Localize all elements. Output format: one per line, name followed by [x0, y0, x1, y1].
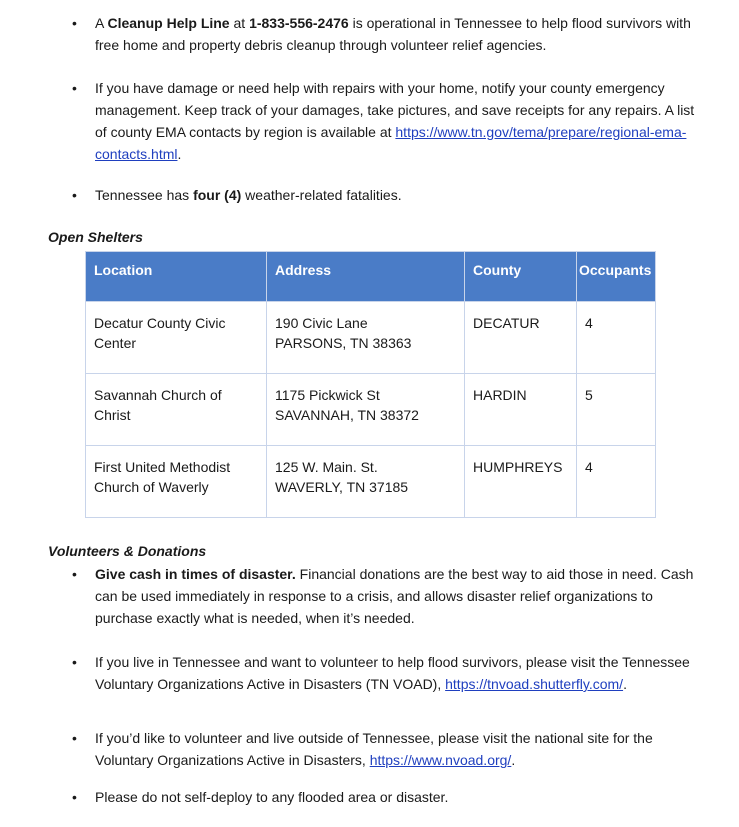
address-cell [267, 446, 465, 518]
text-segment: is operational in Tennessee to help flood survivors with free home and property debris cleanup through volunteer relief agencies. [95, 15, 691, 53]
shelters-table [85, 251, 656, 518]
text-segment: at [229, 15, 250, 31]
location-line: Savannah Church of [94, 387, 222, 403]
text-segment: weather-related fatalities. [241, 187, 402, 203]
location-line: First United Methodist [94, 459, 231, 475]
bullet-icon: • [72, 80, 77, 96]
location-line: Church of Waverly [94, 479, 209, 495]
give-cash-label: Give cash in times of disaster. [95, 566, 296, 582]
column-header-address: Address [267, 252, 465, 302]
location-cell [86, 302, 267, 374]
nvoad-link[interactable]: https://www.nvoad.org/ [369, 752, 512, 768]
bullet-icon: • [72, 654, 77, 670]
give-cash-text [95, 563, 695, 629]
address-cell [267, 302, 465, 374]
text-segment: A [95, 15, 108, 31]
fatality-count: four (4) [193, 187, 242, 203]
county-cell: HARDIN [465, 374, 577, 446]
volunteers-donations-heading: Volunteers & Donations [48, 543, 207, 559]
cleanup-help-line-label: Cleanup Help Line [107, 15, 230, 31]
text-segment: Financial donations are the best way to aid those in need. Cash can be used immediately in response to a crisis, and allows disaster relief organizations to purchase exactly what is needed, when it’s needed. [95, 566, 694, 626]
column-header-location: Location [86, 252, 267, 302]
address-line: SAVANNAH, TN 38372 [275, 407, 419, 423]
address-line: 190 Civic Lane [275, 315, 368, 331]
text-segment: If you’d like to volunteer and live outside of Tennessee, please visit the national site for the Voluntary Organizations Active in Disasters, [95, 730, 653, 768]
address-line: PARSONS, TN 38363 [275, 335, 412, 351]
column-header-county: County [465, 252, 577, 302]
open-shelters-heading: Open Shelters [48, 229, 143, 245]
tnvoad-link[interactable]: https://tnvoad.shutterfly.com/ [445, 676, 624, 692]
cleanup-help-line-text [95, 12, 695, 56]
no-self-deploy-text: Please do not self-deploy to any flooded area or disaster. [95, 789, 449, 805]
bullet-icon: • [72, 789, 77, 805]
text-segment: . [511, 752, 516, 768]
location-cell [86, 374, 267, 446]
location-line: Christ [94, 407, 131, 423]
table-row [86, 446, 656, 518]
text-segment: If you live in Tennessee and want to volunteer to help flood survivors, please visit the Tennessee Voluntary Organizations Active in Disasters (TN VOAD), [95, 654, 690, 692]
tn-volunteer-text [95, 651, 695, 695]
location-cell [86, 446, 267, 518]
column-header-occupants: Occupants [577, 252, 656, 302]
occupants-cell: 5 [577, 374, 656, 446]
text-segment: . [623, 676, 627, 692]
bullet-icon: • [72, 187, 77, 203]
address-cell [267, 374, 465, 446]
occupants-cell: 4 [577, 302, 656, 374]
phone-number: 1-833-556-2476 [249, 15, 349, 31]
address-line: 125 W. Main. St. [275, 459, 378, 475]
address-line: WAVERLY, TN 37185 [275, 479, 409, 495]
county-cell: HUMPHREYS [465, 446, 577, 518]
text-segment: If you have damage or need help with repairs with your home, notify your county emergency management. Keep track of your damages, take pictures, and save receipts for any repairs. A list of county EMA contacts by region is available at [95, 80, 695, 140]
address-line: 1175 Pickwick St [275, 387, 380, 403]
fatalities-text [95, 184, 695, 206]
bullet-icon: • [72, 566, 77, 582]
bullet-icon: • [72, 15, 77, 31]
damage-notice-text [95, 77, 695, 165]
text-segment: . [177, 146, 182, 162]
table-header-row [86, 252, 656, 302]
table-row [86, 374, 656, 446]
national-volunteer-text [95, 727, 695, 771]
county-cell: DECATUR [465, 302, 577, 374]
text-segment: Tennessee has [95, 187, 194, 203]
table-row [86, 302, 656, 374]
bullet-icon: • [72, 730, 77, 746]
occupants-cell: 4 [577, 446, 656, 518]
location-line: Decatur County Civic [94, 315, 226, 331]
location-line: Center [94, 335, 137, 351]
ema-contacts-link[interactable]: https://www.tn.gov/tema/prepare/regional-ema-contacts.html [95, 124, 687, 162]
